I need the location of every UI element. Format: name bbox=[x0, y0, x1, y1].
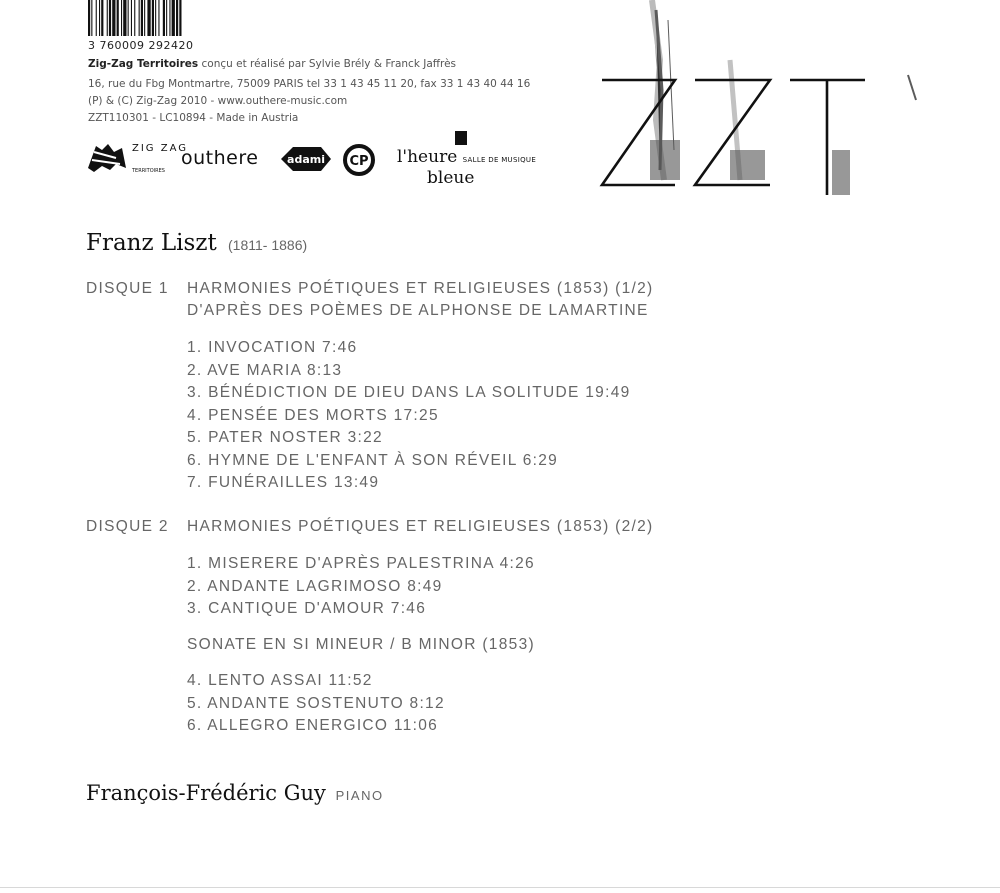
zzt-brand-art bbox=[590, 0, 920, 205]
track-item: 6. HYMNE DE L'ENFANT À SON RÉVEIL 6:29 bbox=[187, 451, 559, 469]
track-item: 5. ANDANTE SOSTENUTO 8:12 bbox=[187, 694, 445, 712]
heure-logo-line1: l'heure bbox=[397, 147, 458, 167]
disc1-title-line1: HARMONIES POÉTIQUES ET RELIGIEUSES (1853) (1/2) bbox=[187, 280, 654, 297]
zigzag-logo-bottom: TERRITOIRES bbox=[132, 168, 165, 174]
performer bbox=[86, 781, 384, 805]
cp-logo bbox=[342, 143, 378, 177]
sonata-title: SONATE EN SI MINEUR / B MINOR (1853) bbox=[187, 636, 535, 653]
barcode-number: 3 760009 292420 bbox=[88, 39, 194, 52]
composer bbox=[86, 230, 307, 256]
track-item: 1. INVOCATION 7:46 bbox=[187, 339, 358, 356]
heure-logo-line2: bleue bbox=[427, 168, 475, 188]
bottom-divider bbox=[0, 887, 1000, 888]
adami-logo bbox=[279, 144, 333, 174]
zigzag-logo-top: ZIG ZAG bbox=[132, 143, 188, 154]
zigzag-logo bbox=[86, 138, 188, 176]
disc2-label: DISQUE 2 bbox=[86, 518, 169, 535]
disc1-title-line2: D'APRÈS DES POÈMES DE ALPHONSE DE LAMARTINE bbox=[187, 302, 649, 319]
catalog-line: ZZT110301 - LC10894 - Made in Austria bbox=[88, 112, 299, 124]
credit-brand: Zig-Zag Territoires bbox=[88, 58, 199, 70]
heure-logo-sub: SALLE DE MUSIQUE bbox=[462, 156, 537, 164]
track-item: 2. ANDANTE LAGRIMOSO 8:49 bbox=[187, 577, 443, 595]
heure-bleue-logo bbox=[397, 148, 536, 187]
performer-name: François-Frédéric Guy bbox=[86, 781, 326, 805]
composer-dates: (1811- 1886) bbox=[228, 237, 308, 253]
performer-role: PIANO bbox=[335, 788, 384, 803]
zebra-icon bbox=[88, 144, 126, 172]
track-item: 5. PATER NOSTER 3:22 bbox=[187, 429, 383, 446]
track-item: 6. ALLEGRO ENERGICO 11:06 bbox=[187, 717, 439, 734]
track-item: 2. AVE MARIA 8:13 bbox=[187, 361, 343, 379]
credit-text: conçu et réalisé par Sylvie Brély & Franck Jaffrès bbox=[198, 58, 457, 70]
track-item: 4. LENTO ASSAI 11:52 bbox=[187, 672, 373, 689]
disc2-title: HARMONIES POÉTIQUES ET RELIGIEUSES (1853) (2/2) bbox=[187, 518, 654, 535]
outhere-logo: outhere bbox=[181, 147, 259, 169]
track-item: 3. BÉNÉDICTION DE DIEU DANS LA SOLITUDE 19:49 bbox=[187, 384, 631, 401]
track-item: 7. FUNÉRAILLES 13:49 bbox=[187, 474, 380, 491]
composer-name: Franz Liszt bbox=[86, 230, 217, 256]
barcode bbox=[88, 0, 258, 36]
track-item: 4. PENSÉE DES MORTS 17:25 bbox=[187, 406, 439, 424]
track-item: 1. MISERERE D'APRÈS PALESTRINA 4:26 bbox=[187, 555, 535, 572]
credit-line bbox=[88, 58, 456, 70]
heure-bleue-mark bbox=[455, 131, 467, 145]
disc1-label: DISQUE 1 bbox=[86, 280, 169, 297]
adami-logo-text: adami bbox=[287, 153, 325, 166]
address-line: 16, rue du Fbg Montmartre, 75009 PARIS tel 33 1 43 45 11 20, fax 33 1 43 40 44 16 bbox=[88, 78, 531, 90]
cp-logo-text: CP bbox=[349, 154, 369, 169]
copyright-line: (P) & (C) Zig-Zag 2010 - www.outhere-music.com bbox=[88, 95, 348, 107]
track-item: 3. CANTIQUE D'AMOUR 7:46 bbox=[187, 600, 427, 617]
